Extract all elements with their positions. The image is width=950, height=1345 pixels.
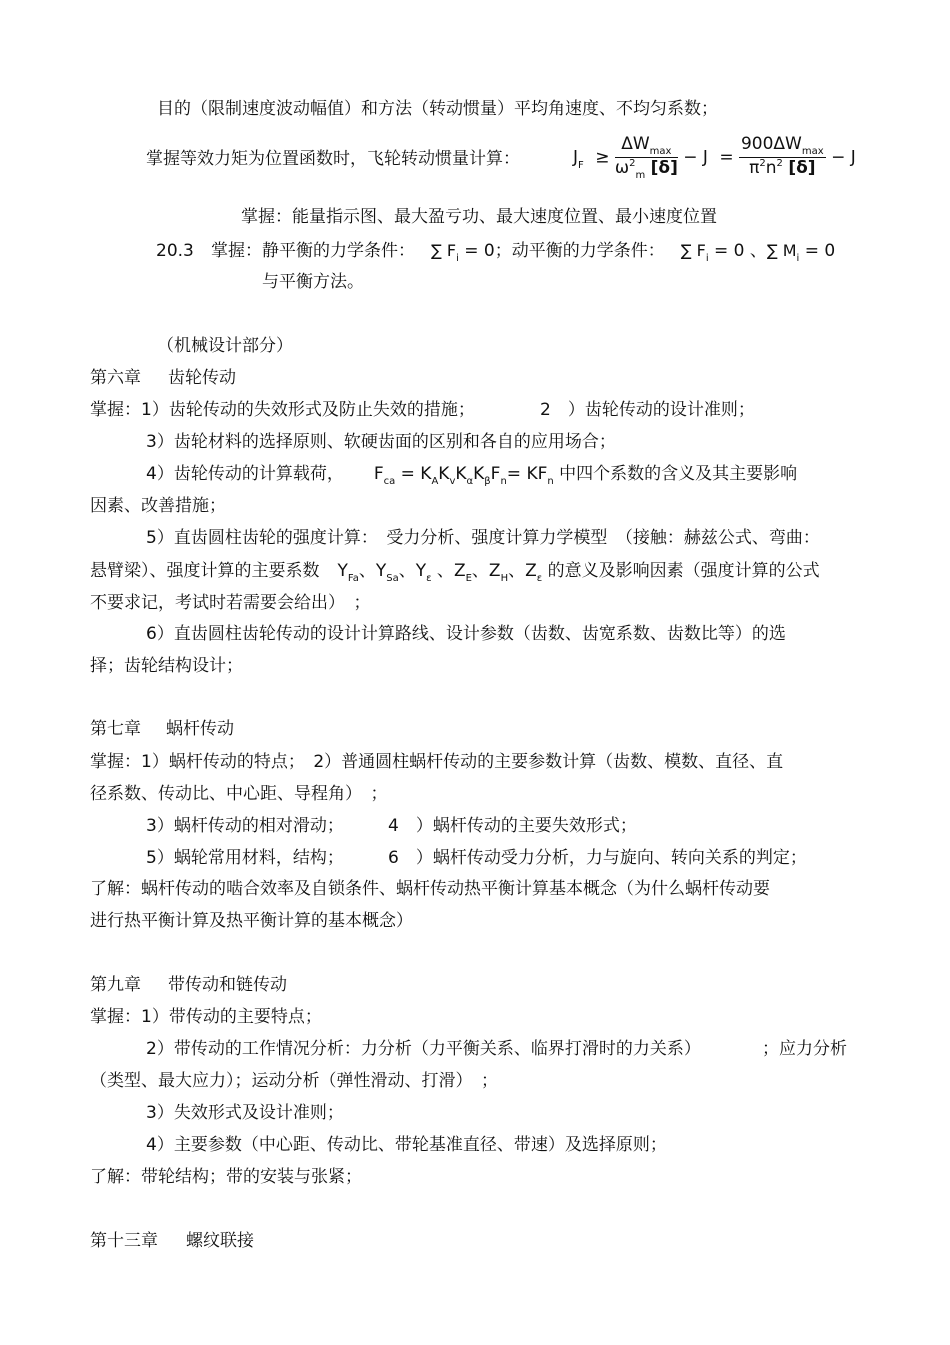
- section-number: 20.3: [156, 241, 194, 261]
- text-line: 4 ）蜗杆传动的主要失效形式；: [388, 816, 637, 836]
- text-line: 径系数、传动比、中心距、导程角） ；: [90, 784, 388, 804]
- chapter-title: 螺纹联接: [186, 1231, 254, 1251]
- text-line: 5）蜗轮常用材料，结构；: [146, 848, 344, 868]
- text-line: 3）齿轮材料的选择原则、软硬齿面的区别和各自的应用场合；: [146, 432, 616, 452]
- flywheel-formula: $J_F$ ≥ $\frac{\Delta W_{max}}{\omega^2_m [\delta]}$ − J = $\frac{900\Delta W_{max}}{\pi^2n^2 [\delta]}$ − J: [573, 134, 856, 181]
- text-line: 进行热平衡计算及热平衡计算的基本概念）: [90, 911, 413, 931]
- chapter-number: 第七章: [90, 719, 141, 739]
- text-line: 2）带传动的工作情况分析：力分析（力平衡关系、临界打滑时的力关系）: [146, 1039, 701, 1059]
- text-line: 掌握：1）齿轮传动的失效形式及防止失效的措施；: [90, 400, 475, 420]
- text-line: 3）蜗杆传动的相对滑动；: [146, 816, 344, 836]
- text-line: 了解：带轮结构；带的安装与张紧；: [90, 1167, 362, 1187]
- text-line: 2 ）齿轮传动的设计准则；: [540, 400, 755, 420]
- chapter-title: 带传动和链传动: [168, 975, 287, 995]
- text-line: 了解：蜗杆传动的啮合效率及自锁条件、蜗杆传动热平衡计算基本概念（为什么蜗杆传动要: [90, 879, 770, 899]
- text-line: 与平衡方法。: [262, 272, 364, 292]
- text-line: ；应力分析: [762, 1039, 847, 1059]
- chapter-title: 齿轮传动: [168, 368, 236, 388]
- text-line: 4）齿轮传动的计算载荷， $F_{ca} = K_AK_vK_\alpha K_\beta F_n= KF_n$ 中四个系数的含义及其主要影响: [146, 464, 798, 487]
- chapter-number: 第十三章: [90, 1231, 158, 1251]
- text-line: 掌握：1）蜗杆传动的特点； 2）普通圆柱蜗杆传动的主要参数计算（齿数、模数、直径、直: [90, 752, 784, 772]
- chapter-number: 第九章: [90, 975, 141, 995]
- text-line: 悬臂梁）、强度计算的主要系数 $Y_{Fa}$、$Y_{Sa}$、$Y_\varepsilon$ 、$Z_E$、$Z_H$、$Z_\varepsilon$ 的意义及影响因素（强度计算的公式: [90, 561, 820, 584]
- chapter-number: 第六章: [90, 368, 141, 388]
- text-line: 因素、改善措施；: [90, 496, 226, 516]
- text-line: 4）主要参数（中心距、传动比、带轮基准直径、带速）及选择原则；: [146, 1135, 667, 1155]
- text-line: 掌握：能量指示图、最大盈亏功、最大速度位置、最小速度位置: [241, 207, 717, 227]
- text-line: （类型、最大应力）；运动分析（弹性滑动、打滑） ；: [90, 1071, 498, 1091]
- text-line: 6 ）蜗杆传动受力分析，力与旋向、转向关系的判定；: [388, 848, 807, 868]
- text-line: 5）直齿圆柱齿轮的强度计算： 受力分析、强度计算力学模型 （接触：赫兹公式、弯曲：: [146, 528, 820, 548]
- text-line: 目的（限制速度波动幅值）和方法（转动惯量）平均角速度、不均匀系数；: [157, 99, 718, 119]
- text-line: 不要求记，考试时若需要会给出） ；: [90, 593, 371, 613]
- part-heading: （机械设计部分）: [157, 336, 293, 356]
- text-line: 掌握：1）带传动的主要特点；: [90, 1007, 322, 1027]
- text-line: 掌握等效力矩为位置函数时，飞轮转动惯量计算：: [146, 149, 520, 169]
- text-line: 掌握：静平衡的力学条件： ∑ $F_i = 0$；动平衡的力学条件： ∑ $F_i = 0$ 、∑ $M_i = 0$: [211, 241, 836, 264]
- chapter-title: 蜗杆传动: [166, 719, 234, 739]
- text-line: 3）失效形式及设计准则；: [146, 1103, 344, 1123]
- text-line: 择；齿轮结构设计；: [90, 656, 243, 676]
- text-line: 6）直齿圆柱齿轮传动的设计计算路线、设计参数（齿数、齿宽系数、齿数比等）的选: [146, 624, 786, 644]
